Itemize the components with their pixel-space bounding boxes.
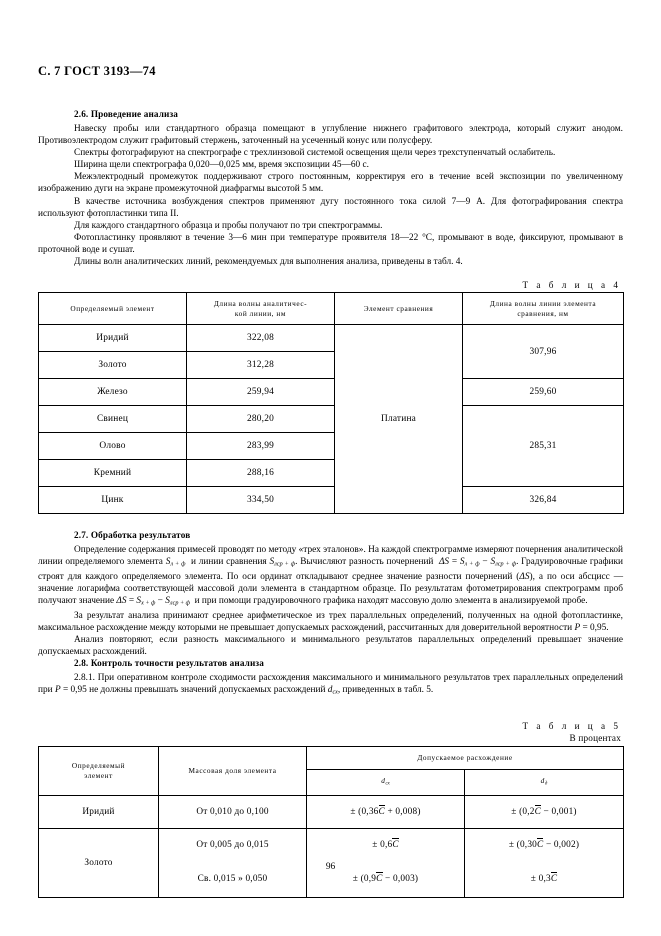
table-row <box>39 487 624 514</box>
table5-cell-mass-fraction: Св. 0,015 » 0,050 <box>159 861 307 898</box>
table4-cell-wavelength: 312,28 <box>187 352 335 379</box>
table5-th-group-tolerance <box>307 747 624 770</box>
table5-cell-d-d-suffix: − 0,002) <box>543 839 580 850</box>
table5-cell-d-sx-var: C <box>392 839 399 850</box>
table4-cell-element: Золото <box>39 352 187 379</box>
table5-subcaption: В процентах <box>569 733 621 744</box>
table5-cell-d-sx-var: C <box>378 806 385 817</box>
paragraph-2-6-4: Межэлектродный промежуток поддерживают строго постоянным, корректируя его в течение всей экспозиции по увеличенному изображению дуги на экране промежуточной диафрагмы высотой 5 мм. <box>38 172 623 195</box>
table-row <box>39 828 624 861</box>
table5-th-group-tolerance-label: Допускаемое расхождение <box>417 753 513 763</box>
table4-cell-element: Олово <box>39 433 187 460</box>
page-number: 96 <box>325 862 336 872</box>
table5-cell-d-sx-prefix: ± (0,36 <box>350 806 379 817</box>
table4-cell-wavelength: 322,08 <box>187 325 335 352</box>
table4-cell-element: Свинец <box>39 406 187 433</box>
table5-caption: Т а б л и ц а 5 <box>522 721 621 732</box>
table5-cell-mass-fraction: От 0,005 до 0,015 <box>159 828 307 861</box>
table4-th-comparison-wavelength <box>463 293 624 325</box>
table5-cell-mass-fraction: От 0,010 до 0,100 <box>159 795 307 828</box>
table4-body <box>39 325 624 514</box>
table4-cell-comparison-wavelength: 307,96 <box>463 325 624 379</box>
table4-th-element <box>39 293 187 325</box>
paragraph-2-6-1: Навеску пробы или стандартного образца помещают в углубление нижнего графитового электрода, который служит анодом. Противоэлектродом служит графитовый стержень, заточенный на усеченный конус или полусферу. <box>38 124 623 147</box>
table5-th-element-line1: Определяемый <box>71 761 126 771</box>
table4-cell-wavelength: 288,16 <box>187 460 335 487</box>
table5-th-mass-fraction <box>159 747 307 795</box>
table5-cell-d-d <box>465 828 624 861</box>
table5-cell-d-d-suffix: − 0,001) <box>541 806 577 817</box>
table4-cell-element: Железо <box>39 379 187 406</box>
table5-th-element <box>39 747 159 795</box>
table5-cell-d-sx-prefix: ± (0,9 <box>352 873 377 884</box>
table5-cell-d-d-var: C <box>550 873 558 884</box>
paragraph-2-8-1: 2.8.1. При оперативном контроле сходимости расхождения максимального и минимального результатов трех параллельных определений при P = 0,95 не должны превышать значений допускаемых расхождений $d_{сх}$, приведенных в табл. 5. <box>38 673 623 697</box>
table4-cell-wavelength: 283,99 <box>187 433 335 460</box>
paragraph-2-6-7: Фотопластинку проявляют в течение 3—6 мин при температуре проявителя 18—22 °С, промывают в воде, фиксируют, промывают в проточной воде и сушат. <box>38 232 623 255</box>
table4-th-element-label: Определяемый элемент <box>70 303 155 313</box>
paragraph-2-6-5: В качестве источника возбуждения спектров применяют дугу постоянного тока силой 7—9 А. Для фотографирования спектра используют фотопластинки типа II. <box>38 196 623 219</box>
page-header: С. 7 ГОСТ 3193—74 <box>38 64 156 78</box>
table5-cell-d-sx-var: C <box>376 873 383 884</box>
table4-th-comparison-label: Элемент сравнения <box>363 303 434 313</box>
table5-th-d-sx <box>307 769 465 795</box>
table5-cell-d-d-prefix: ± (0,30 <box>508 839 538 850</box>
table5-cell-d-sx <box>307 828 465 861</box>
table4-cell-wavelength: 334,50 <box>187 487 335 514</box>
table4-header <box>39 293 624 325</box>
table4-cell-comparison-element: Платина <box>335 325 463 514</box>
table4-cell-wavelength: 280,20 <box>187 406 335 433</box>
table-row <box>39 379 624 406</box>
table5-cell-d-d <box>465 795 624 828</box>
table5-th-d-sx-sub: сх <box>385 781 390 787</box>
table4-cell-comparison-wavelength: 259,60 <box>463 379 624 406</box>
table5-th-d-sx-base: d <box>381 775 386 785</box>
table4-cell-element: Цинк <box>39 487 187 514</box>
table4-caption: Т а б л и ц а 4 <box>522 280 621 291</box>
paragraph-2-7-formula: Определение содержания примесей проводят по методу «трех эталонов». На каждой спектрограмме измеряют почернения аналитической линии определяемого элемента $S_{л + ф}$ и линии сравнения $S_{лср + ф}$. Вычисляют разность почернений $\Delta S = S_{л + ф} - S_{лср + ф}$. Градуировочные графики строят для каждого определяемого элемента. По оси ординат откладывают среднее значение разности почернений (ΔS), а по оси абсцисс — значение логарифма соответствующей массовой доли элемента в стандартном образце. По результатам фотометрирования спектрограмм проб получают значение $\Delta S = S_{х + ф} - S_{лср + ф}$ и при помощи градуировочного графика находят массовую долю элемента в анализируемой пробе. <box>38 545 624 607</box>
page-content <box>38 64 623 898</box>
table4-th-comparison-wavelength-line1: Длина волны линии элемента <box>489 299 597 309</box>
table4-th-wavelength-line1: Длина волны аналитичес- <box>213 299 308 309</box>
table5-cell-d-d-prefix: ± (0,2 <box>511 806 535 817</box>
section-title-2-7: 2.7. Обработка результатов <box>74 530 191 541</box>
table-row <box>39 406 624 433</box>
table5-th-d-d-sub: д <box>544 781 548 787</box>
section-title-2-6: 2.6. Проведение анализа <box>74 109 179 119</box>
table5-th-d-d-base: d <box>540 775 545 785</box>
table4-cell-wavelength: 259,94 <box>187 379 335 406</box>
table5-header <box>39 747 624 795</box>
table5-th-mass-fraction-label: Массовая доля элемента <box>188 766 277 776</box>
table4-cell-comparison-wavelength: 326,84 <box>463 487 624 514</box>
paragraph-2-7-3: Анализ повторяют, если разность максимального и минимального результатов параллельных определений превышает значение допускаемых расхождений. <box>38 635 623 658</box>
table4-th-wavelength <box>187 293 335 325</box>
table5-body <box>39 795 624 897</box>
section-title-2-8: 2.8. Контроль точности результатов анализа <box>74 658 264 669</box>
table5-cell-d-d-prefix: ± 0,3 <box>530 873 551 884</box>
paragraph-2-6-8: Длины волн аналитических линий, рекомендуемых для выполнения анализа, приведены в табл. 4. <box>74 257 463 268</box>
table4-cell-comparison-wavelength: 285,31 <box>463 406 624 487</box>
paragraph-2-6-2: Спектры фотографируют на спектрографе с трехлинзовой системой освещения щели через трехступенчатый ослабитель. <box>74 148 556 159</box>
table5-cell-d-sx-suffix: − 0,003) <box>382 873 419 884</box>
table5-cell-element: Золото <box>39 828 159 897</box>
table4-th-wavelength-line2: кой линии, нм <box>234 308 287 318</box>
table5-cell-d-sx <box>307 795 465 828</box>
table-5 <box>38 746 624 897</box>
table5-cell-element: Иридий <box>39 795 159 828</box>
table-4 <box>38 292 624 514</box>
table4-cell-element: Иридий <box>39 325 187 352</box>
paragraph-2-6-3: Ширина щели спектрографа 0,020—0,025 мм, время экспозиции 45—60 с. <box>74 160 369 171</box>
table-row <box>39 325 624 352</box>
table5-cell-d-d-var: C <box>537 839 544 850</box>
table4-th-comparison <box>335 293 463 325</box>
table5-cell-d-sx-suffix: + 0,008) <box>384 806 421 817</box>
table4-th-comparison-wavelength-line2: сравнения, нм <box>517 308 569 318</box>
paragraph-2-7-2: За результат анализа принимают среднее арифметическое из трех параллельных определений, полученных на одной фотопластинке, максимальное расхождение между которыми не превышает допускаемых расхождений, рассчитанных для доверительной вероятности P = 0,95. <box>38 611 623 634</box>
paragraph-2-6-6: Для каждого стандартного образца и пробы получают по три спектрограммы. <box>74 220 383 231</box>
table4-cell-element: Кремний <box>39 460 187 487</box>
table-row <box>39 795 624 828</box>
table5-th-element-line2: элемент <box>84 770 113 780</box>
table5-th-d-d <box>465 769 624 795</box>
table5-cell-d-d-var: C <box>534 806 542 817</box>
table5-cell-d-sx-prefix: ± 0,6 <box>372 839 393 850</box>
